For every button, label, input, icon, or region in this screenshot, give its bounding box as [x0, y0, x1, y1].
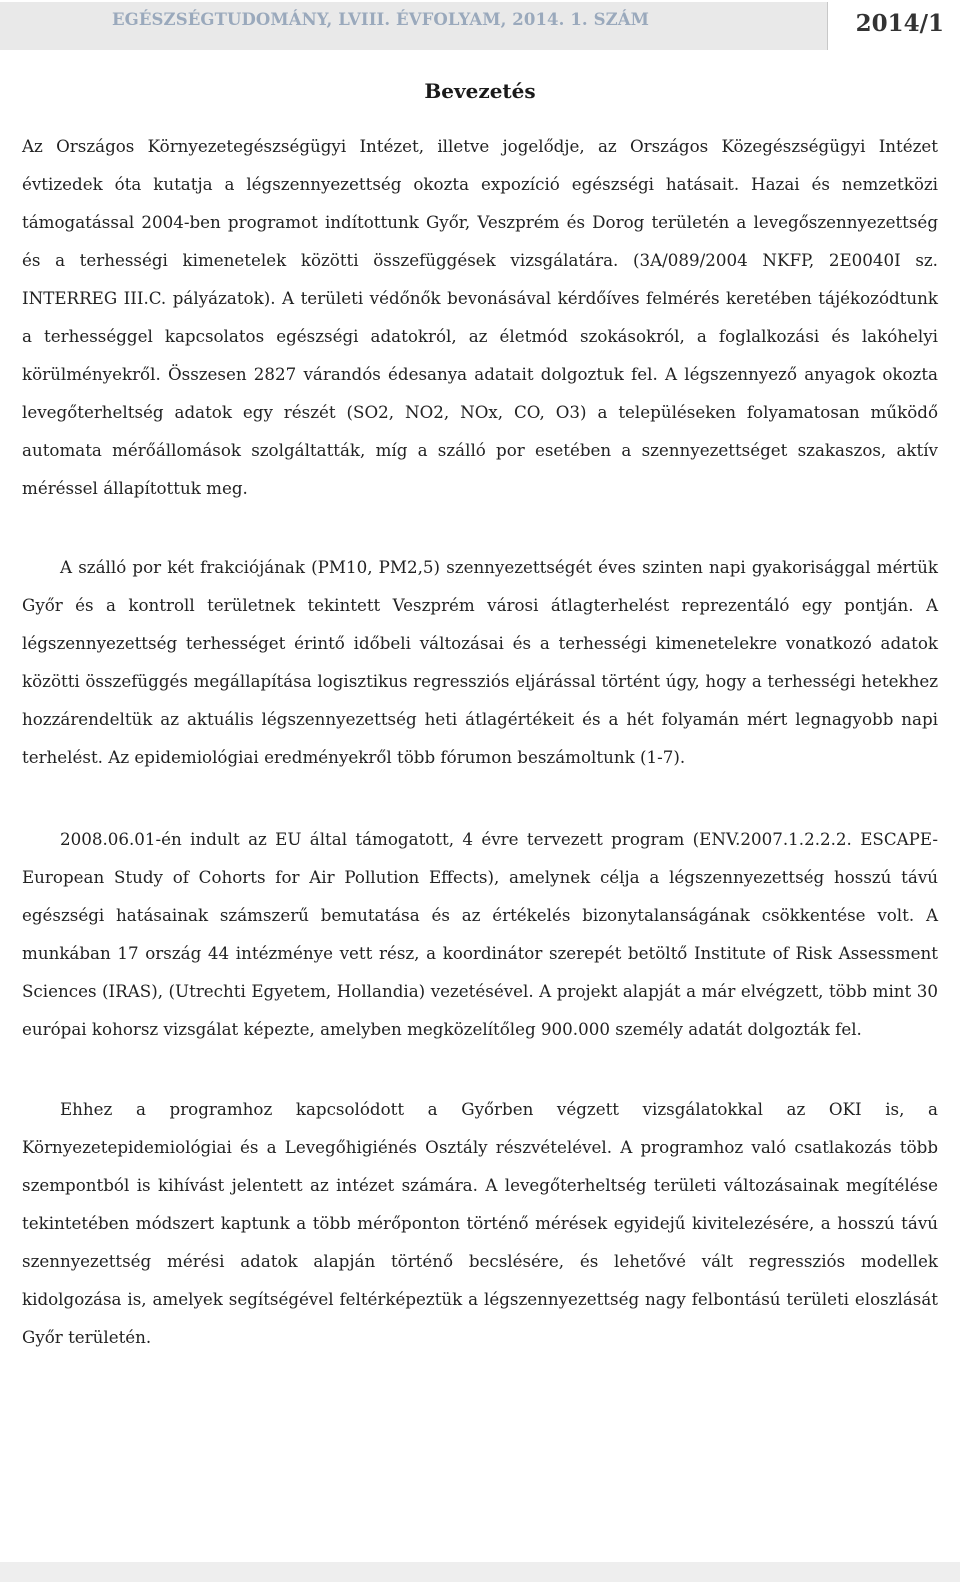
paragraph-text: Ehhez a programhoz kapcsolódott a Győrben végzett vizsgálatokkal az OKI is, a Környezetepidemiológiai és a Levegőhigiénés Osztály részvételével. A programhoz való csatlakozás több szempontból is kihívást jelentett az intézet számára. A levegőterheltség területi változásainak megítélése tekintetében módszert kaptunk a több mérőponton történő mérések egyidejű kivitelezésére, a hosszú távú szennyezettség mérési adatok alapján történő becslésére, és lehetővé vált regressziós modellek kidolgozása is, amelyek segítségével feltérképeztük a légszennyezettség nagy felbontású területi eloszlását Győr területén.: [22, 1099, 938, 1347]
journal-running-head: EGÉSZSÉGTUDOMÁNY, LVIII. ÉVFOLYAM, 2014. 1. SZÁM: [112, 10, 650, 29]
paragraph-2: [22, 548, 938, 776]
footer-band: [0, 1562, 960, 1582]
section-title: Bevezetés: [424, 79, 536, 103]
page-header: [0, 0, 960, 52]
paragraph-text: Az Országos Környezetegészségügyi Intézet, illetve jogelődje, az Országos Közegészségügyi Intézet évtizedek óta kutatja a légszennyezettség okozta expozíció egészségi hatásait. Hazai és nemzetközi támogatással 2004-ben programot indítottunk Győr, Veszprém és Dorog területén a levegőszennyezettség és a terhességi kimenetelek közötti összefüggések vizsgálatára. (3A/089/2004 NKFP, 2E0040I sz. INTERREG III.C. pályázatok). A területi védőnők bevonásával kérdőíves felmérés keretében tájékozódtunk a terhességgel kapcsolatos egészségi adatokról, az életmód szokásokról, a foglalkozási és lakóhelyi körülményekről. Összesen 2827 várandós édesanya adatait dolgoztuk fel. A légszennyező anyagok okozta levegőterheltség adatok egy részét (SO2, NO2, NOx, CO, O3) a településeken folyamatosan működő automata mérőállomások szolgáltatták, míg a szálló por esetében a szennyezettséget szakaszos, aktív méréssel állapítottuk meg.: [22, 136, 938, 498]
header-divider: [827, 2, 828, 50]
paragraph-1: [22, 127, 938, 507]
paragraph-4: [22, 1090, 938, 1356]
paragraph-text: A szálló por két frakciójának (PM10, PM2,5) szennyezettségét éves szinten napi gyakorisággal mértük Győr és a kontroll területnek tekintett Veszprém városi átlagterhelést reprezentáló egy pontján. A légszennyezettség terhességet érintő időbeli változásai és a terhességi kimenetelekre vonatkozó adatok közötti összefüggés megállapítása logisztikus regressziós eljárással történt úgy, hogy a terhességi hetekhez hozzárendeltük az aktuális légszennyezettség heti átlagértékeit és a hét folyamán mért legnagyobb napi terhelést. Az epidemiológiai eredményekről több fórumon beszámoltunk (1-7).: [22, 557, 938, 767]
paragraph-3: [22, 820, 938, 1048]
paragraph-text: 2008.06.01-én indult az EU által támogatott, 4 évre tervezett program (ENV.2007.1.2.2.2. ESCAPE-European Study of Cohorts for Air Pollution Effects), amelynek célja a légszennyezettség hosszú távú egészségi hatásainak számszerű bemutatása és az értékelés bizonytalanságának csökkentése volt. A munkában 17 ország 44 intézménye vett rész, a koordinátor szerepét betöltő Institute of Risk Assessment Sciences (IRAS), (Utrechti Egyetem, Hollandia) vezetésével. A projekt alapját a már elvégzett, több mint 30 európai kohorsz vizsgálat képezte, amelyben megközelítőleg 900.000 személy adatát dolgozták fel.: [22, 829, 938, 1039]
issue-number: 2014/1: [855, 10, 944, 37]
